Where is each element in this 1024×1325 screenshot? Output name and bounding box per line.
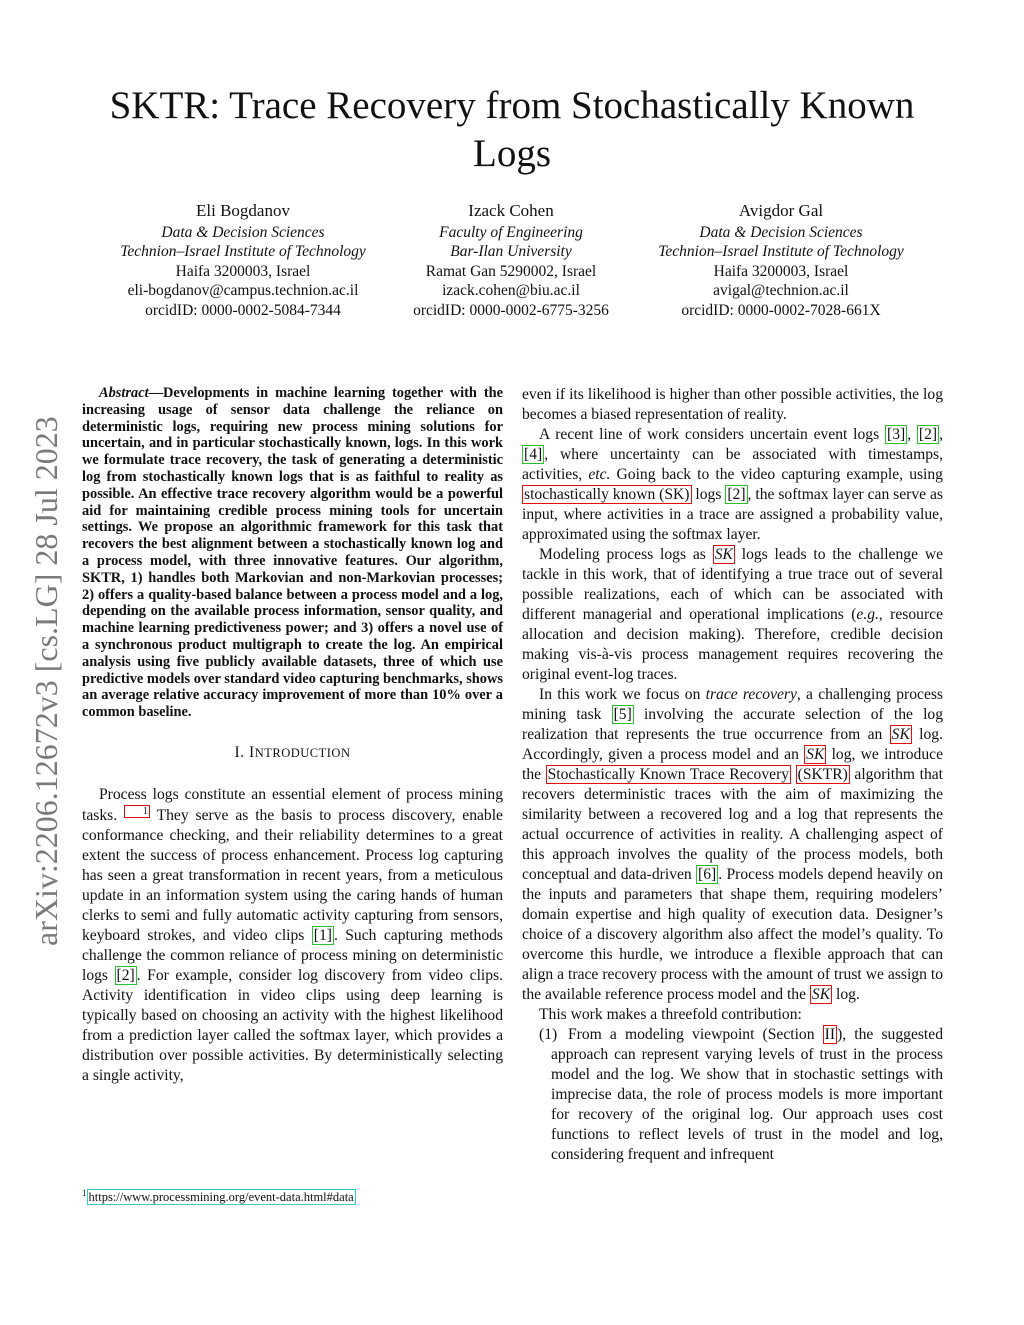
abstract xyxy=(82,385,503,721)
glossary-link-sk[interactable]: SK xyxy=(811,986,831,1003)
citation-link[interactable]: [2] xyxy=(918,426,938,443)
text-run: ), the suggested approach can represent varying levels of trust in the process model and the log. We show that in stochastic settings with imprecise data, the role of process models is more important for recovery of the original log. Our approach uses cost functions to reflect levels of trust in the model and log, considering frequent and infrequent xyxy=(551,1026,943,1163)
section-heading xyxy=(82,743,503,763)
text-run: e.g. xyxy=(856,606,879,623)
right-column xyxy=(522,385,943,1165)
author-orcid: orcidID: 0000-0002-5084-7344 xyxy=(145,301,341,319)
text-run: Modeling process logs as xyxy=(539,546,713,563)
section-ref-link[interactable]: II xyxy=(824,1026,836,1043)
glossary-link-sk[interactable]: stochastically known (SK) xyxy=(524,486,690,503)
text-run: Going back to the video capturing example, using xyxy=(610,466,943,483)
text-run: log, we introduce the xyxy=(522,746,943,783)
paragraph xyxy=(522,685,943,1005)
glossary-link-sk[interactable]: SK xyxy=(806,746,825,763)
author-email: izack.cohen@biu.ac.il xyxy=(442,282,580,300)
author-institution: Bar-Ilan University xyxy=(450,243,572,261)
text-run: log. xyxy=(832,986,860,1003)
text-run: , resource allocation and decision making). Therefore, credible decision making vis-à-vis process management requires recovering the original event-log traces. xyxy=(522,606,943,683)
text-run: A recent line of work considers uncertain event logs xyxy=(539,426,885,443)
section-title-rest: NTRODUCTION xyxy=(254,745,351,760)
paragraph: even if its likelihood is higher than other possible activities, the log becomes a biased representation of reality. xyxy=(522,386,943,423)
author-email: eli-bogdanov@campus.technion.ac.il xyxy=(127,282,359,300)
author-institution: Technion–Israel Institute of Technology xyxy=(658,243,904,261)
text-run: , where uncertainty can be associated with timestamps, activities, xyxy=(522,446,943,483)
text-run: In this work we focus on xyxy=(539,686,706,703)
author-orcid: orcidID: 0000-0002-6775-3256 xyxy=(413,301,609,319)
author-block-1 xyxy=(92,201,394,321)
footnote-mark: 1 xyxy=(82,1188,87,1198)
citation-link[interactable]: [5] xyxy=(613,706,632,723)
citation-link[interactable]: [4] xyxy=(524,446,543,463)
text-run: . Process models depend heavily on the inputs and parameters that shape them, requiring modelers’ domain expertise and high quality of execution data. Designer’s choice of a discovery algorithm also affect the model’s quality. To overcome this hurdle, we introduce a flexible approach that can align a trace recovery process with the amount of trust we assign to the available reference process model and the xyxy=(522,866,943,1003)
text-run: logs xyxy=(691,486,726,503)
citation-link[interactable]: [3] xyxy=(887,426,906,443)
text-run: , the softmax layer can serve as input, where activities in a trace are assigned a probability value, approximated using the softmax layer. xyxy=(522,486,943,543)
glossary-link-sk[interactable]: SK xyxy=(714,546,733,563)
abstract-text: —Developments in machine learning together with the increasing usage of sensor data challenge the reliance on deterministic logs, requiring new process mining solutions for uncertain, and in particular stochastically known, logs. In this work we formulate trace recovery, the task of generating a deterministic log from stochastically known logs that is as faithful to reality as possible. An effective trace recovery algorithm would be a powerful aid for maintaining credible process mining tools for uncertain settings. We propose an algorithmic framework for this task that recovers the best alignment between a stochastically known log and a process model, with three innovative features. Our algorithm, SKTR, 1) handles both Markovian and non-Markovian processes; 2) offers a quality-based balance between a process model and a log, depending on the available process information, sensor quality, and machine learning predictiveness power; and 3) offers a novel use of a synchronous product multigraph to create the log. An empirical analysis using five publicly available datasets, three of which use predictive models over standard video capturing benchmarks, shows an average relative accuracy improvement of more than 10% over a common baseline. xyxy=(82,385,503,721)
author-city: Haifa 3200003, Israel xyxy=(175,262,311,280)
footnote xyxy=(82,1185,503,1205)
citation-link[interactable]: [6] xyxy=(698,866,717,883)
section-title-initial: I xyxy=(249,743,255,761)
text-run: involving the accurate selection of the log realization that represents the true occurrence from an xyxy=(522,706,943,743)
glossary-link-sktr-abbrev[interactable]: (SKTR) xyxy=(797,766,848,783)
text-run: algorithm that recovers deterministic traces with the aim of maximizing the similarity between a recovered log and a log that represents the actual occurrence of activities in reality. A challenging aspect of this approach involves the quality of the process models, both conceptual and data-driven xyxy=(522,766,943,883)
author-city: Ramat Gan 5290002, Israel xyxy=(425,262,597,280)
paragraph: This work makes a threefold contribution: xyxy=(539,1006,802,1023)
abstract-lead: Abstract xyxy=(99,385,149,401)
author-name: Izack Cohen xyxy=(468,201,554,220)
author-institution: Technion–Israel Institute of Technology xyxy=(120,243,366,261)
list-number: (1) xyxy=(539,1026,558,1043)
author-block-3 xyxy=(630,201,932,321)
author-dept: Data & Decision Sciences xyxy=(161,223,325,241)
glossary-link-sk[interactable]: SK xyxy=(891,726,910,743)
citation-link[interactable]: [1] xyxy=(313,927,332,945)
author-name: Eli Bogdanov xyxy=(196,201,290,220)
footnote-url-link[interactable]: https://www.processmining.org/event-data.html#data xyxy=(88,1190,354,1205)
left-column xyxy=(82,385,503,1086)
citation-link[interactable]: [2] xyxy=(116,967,135,985)
contribution-list-item xyxy=(522,1025,943,1165)
author-city: Haifa 3200003, Israel xyxy=(713,262,849,280)
text-run: trace recovery xyxy=(705,686,797,703)
paragraph xyxy=(522,425,943,545)
text-run: , a challenging process mining task xyxy=(522,686,943,723)
section-number: I. xyxy=(234,743,245,761)
intro-paragraph xyxy=(82,785,503,1086)
paragraph xyxy=(522,545,943,685)
text-run: From a modeling viewpoint (Section xyxy=(568,1026,823,1043)
text-run: , xyxy=(939,426,944,443)
paper-title: SKTR: Trace Recovery from Stochastically Known Logs xyxy=(109,84,915,175)
author-block-2 xyxy=(396,201,626,321)
glossary-link-sktr[interactable]: Stochastically Known Trace Recovery xyxy=(547,766,790,783)
text-run: They serve as the basis to process discovery, enable conformance checking, and their reliability determines to a great extent the success of process enhancement. Process log capturing has seen a great transformation in recent years, from a meticulous update in an information system using the caring hands of human clerks to semi and fully automatic activity capturing from sensors, keyboard strokes, and video clips xyxy=(82,807,503,945)
author-orcid: orcidID: 0000-0002-7028-661X xyxy=(681,301,881,319)
text-run: log. Accordingly, given a process model and an xyxy=(522,726,943,763)
footnote-link[interactable]: 1 xyxy=(124,805,150,818)
text-run: . Such capturing methods challenge the common reliance of process mining on deterministic logs xyxy=(82,927,503,985)
text-run: , xyxy=(907,426,917,443)
text-run: . For example, consider log discovery from video clips. Activity identification in video clips using deep learning is typically based on choosing an activity with the highest likelihood from a prediction layer called the softmax layer, which provides a distribution over possible activities. By deterministically selecting a single activity, xyxy=(82,967,503,1085)
author-email: avigal@technion.ac.il xyxy=(713,282,849,300)
author-dept: Data & Decision Sciences xyxy=(699,223,863,241)
citation-link[interactable]: [2] xyxy=(727,486,746,503)
text-run: etc. xyxy=(588,466,611,483)
text-run: Process logs constitute an essential element of process mining tasks. xyxy=(82,785,503,825)
author-dept: Faculty of Engineering xyxy=(439,223,583,241)
author-name: Avigdor Gal xyxy=(738,201,824,220)
arxiv-identifier: arXiv:2206.12672v3 [cs.LG] 28 Jul 2023 xyxy=(28,416,64,946)
text-run: logs leads to the challenge we tackle in this work, that of identifying a true trace out of several possible realizations, each of which can be associated with different managerial and operational implications ( xyxy=(522,546,944,623)
